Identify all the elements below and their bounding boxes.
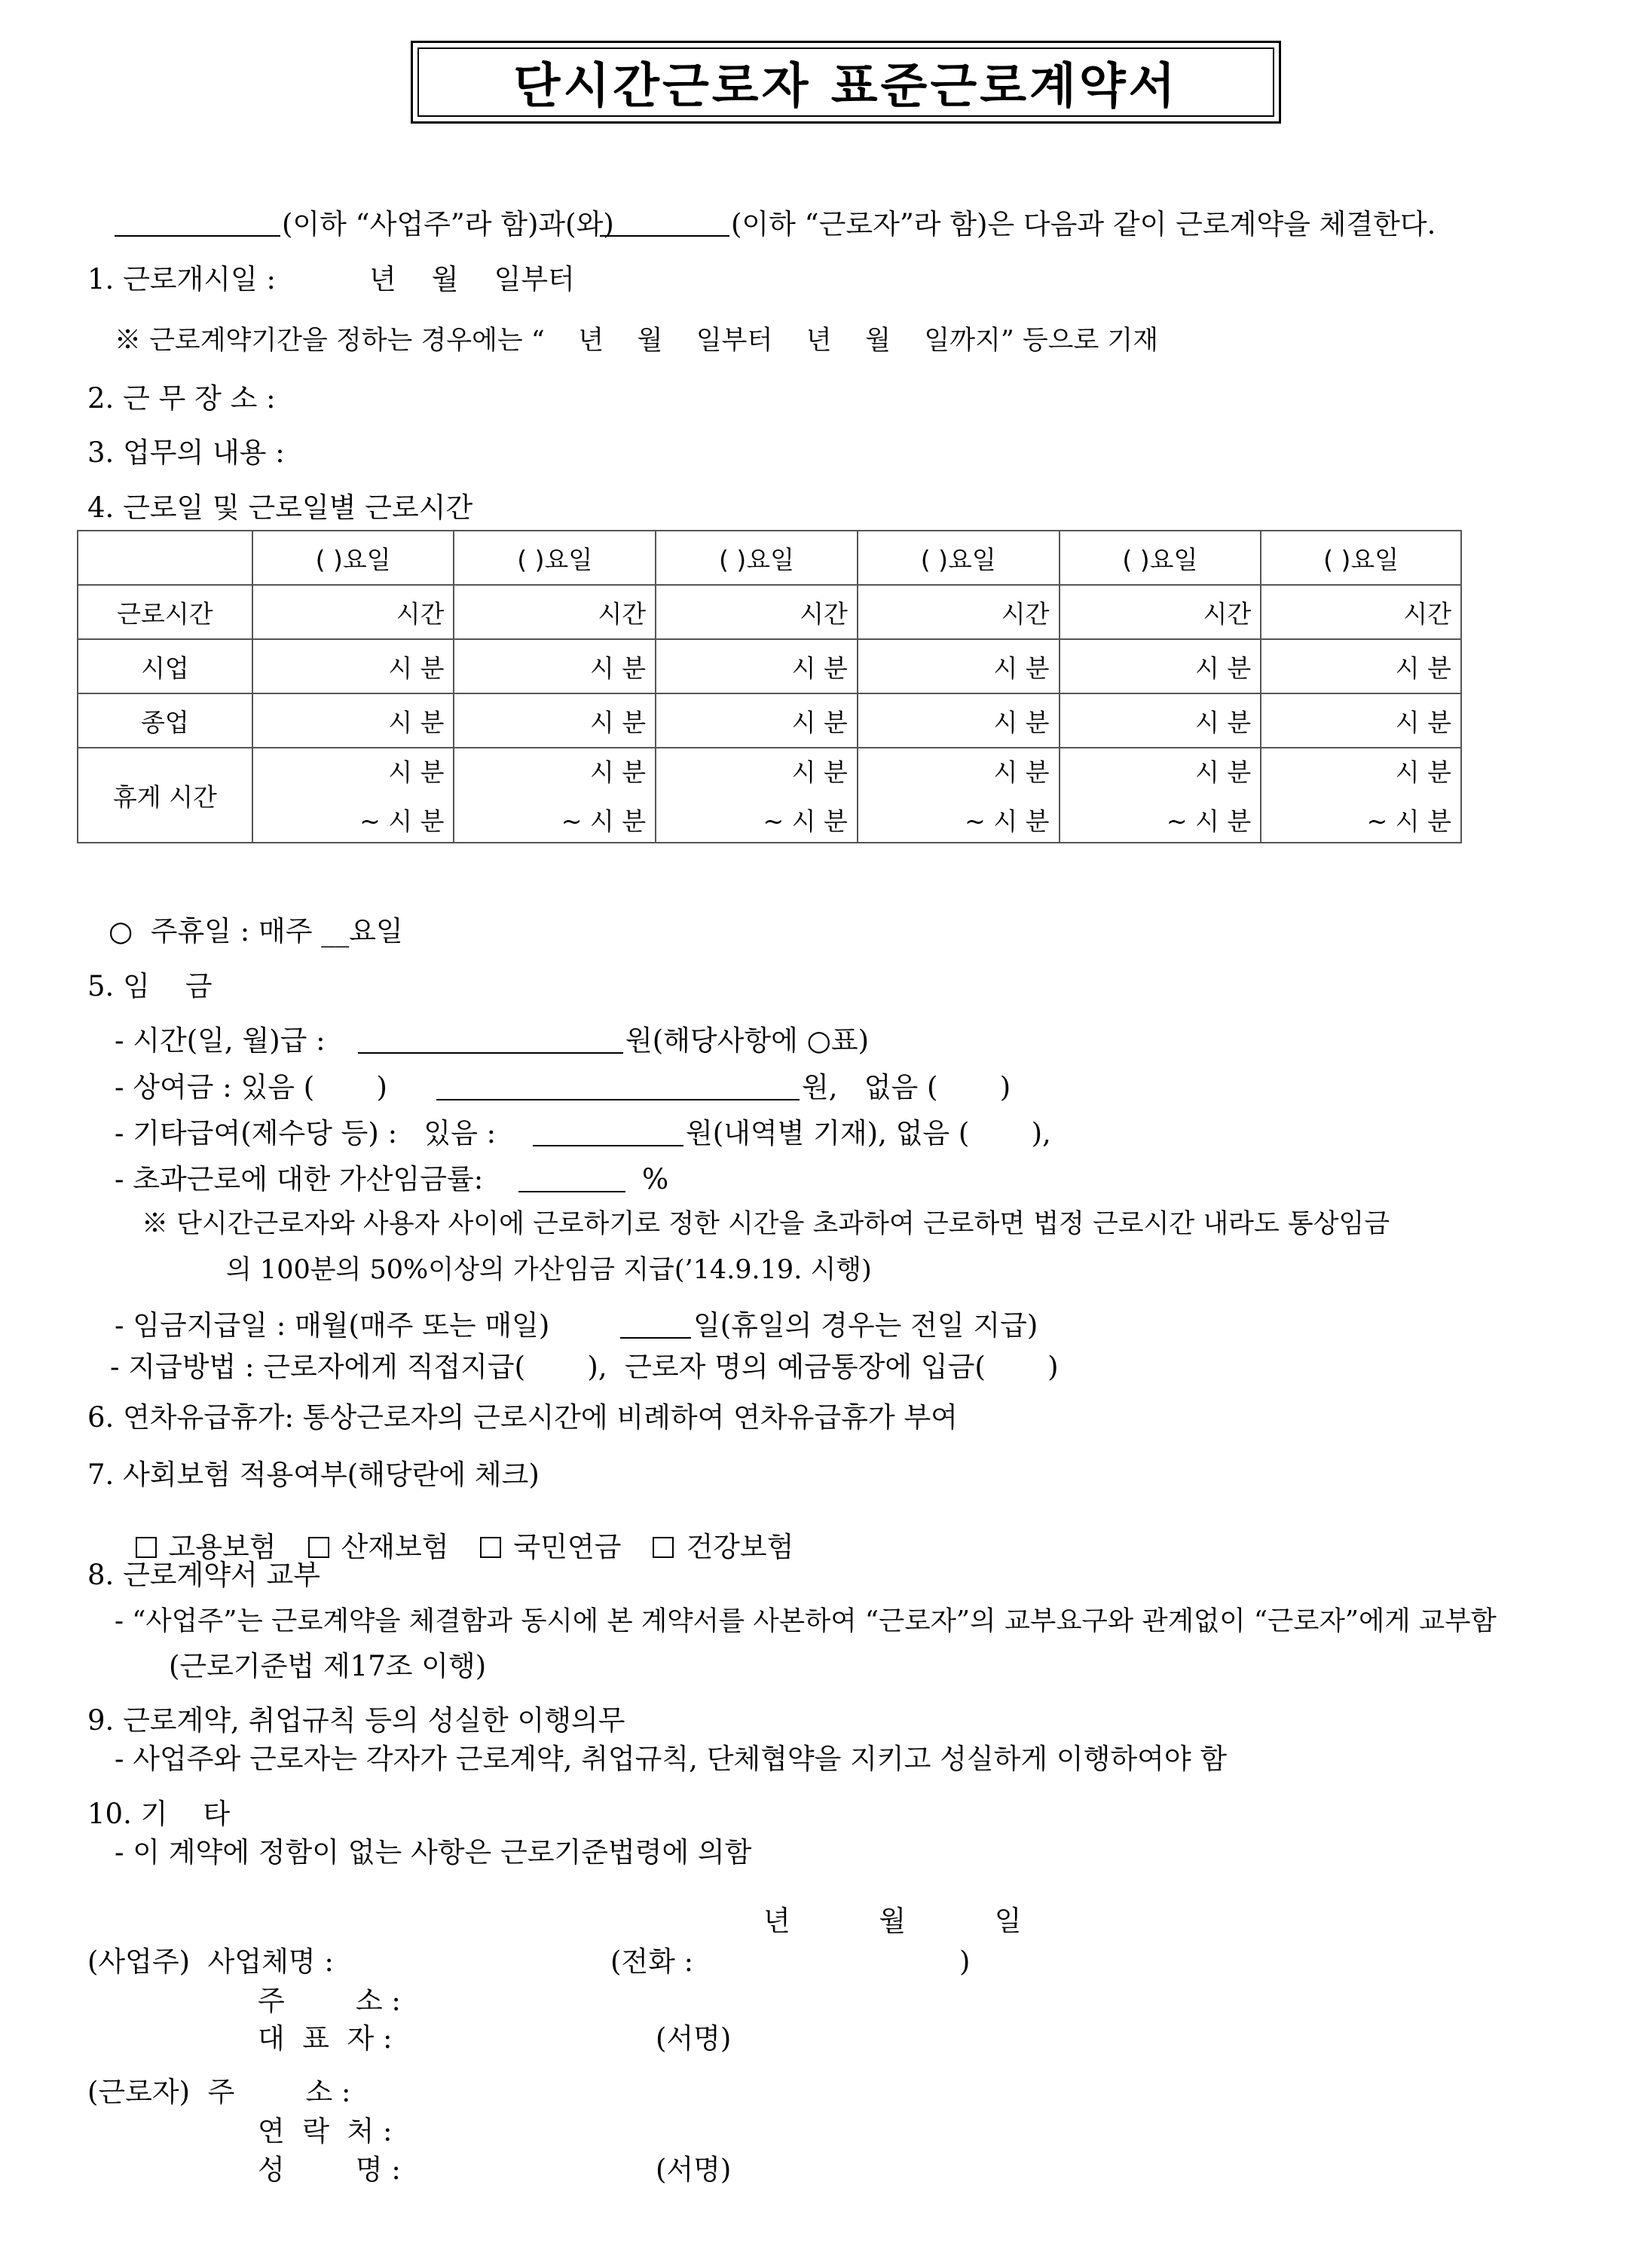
- break-end: ~ 시 분: [561, 807, 647, 836]
- break-time-cell[interactable]: [1060, 748, 1261, 843]
- checkbox-icon[interactable]: [480, 1537, 501, 1558]
- end-time-cell[interactable]: 시 분: [252, 693, 454, 748]
- day-header-cell[interactable]: ( )요일: [454, 531, 656, 585]
- s9-line1: - 사업주와 근로자는 각자가 근로계약, 취업규칙, 단체협약을 지키고 성실하게 이행하여야 함: [115, 1743, 1228, 1775]
- s1-note: ※ 근로계약기간을 정하는 경우에는 “ 년 월 일부터 년 월 일까지” 등으로 기재: [115, 326, 1159, 356]
- insurance-option-employment[interactable]: [136, 1533, 277, 1561]
- worker-signature[interactable]: (서명): [656, 2153, 732, 2186]
- s10-label: 10. 기 타: [87, 1798, 231, 1830]
- day-header-cell[interactable]: ( )요일: [858, 531, 1060, 585]
- s5-note-line1: ※ 단시간근로자와 사용자 사이에 근로하기로 정한 시간을 초과하여 근로하면 법정 근로시간 내라도 통상임금: [142, 1209, 1390, 1239]
- break-time-cell[interactable]: [252, 748, 454, 843]
- s1-label: 1. 근로개시일 :: [87, 263, 276, 295]
- table-row-end: [78, 693, 1461, 748]
- day-header-cell[interactable]: ( )요일: [252, 531, 454, 585]
- s10-line1: - 이 계약에 정함이 없는 사항은 근로기준법령에 의함: [115, 1836, 752, 1869]
- break-end: ~ 시 분: [965, 807, 1050, 836]
- break-end: ~ 시 분: [763, 807, 848, 836]
- s5-other-suffix: 원(내역별 기재), 없음 ( ),: [686, 1117, 1051, 1149]
- table-corner-cell: [78, 531, 252, 585]
- end-time-cell[interactable]: 시 분: [454, 693, 656, 748]
- contract-date: 년 월 일: [763, 1905, 1022, 1937]
- s5-other-label: - 기타급여(제수당 등) : 있음 :: [115, 1117, 497, 1149]
- work-schedule-table: [77, 530, 1462, 843]
- s5-overtime-percent: %: [642, 1163, 669, 1195]
- break-time-cell[interactable]: [1261, 748, 1461, 843]
- hours-cell[interactable]: 시간: [656, 585, 858, 639]
- end-time-cell[interactable]: 시 분: [656, 693, 858, 748]
- document-title-box: [411, 41, 1281, 124]
- checkbox-icon[interactable]: [653, 1537, 674, 1558]
- intro-part1: (이하 “사업주”라 함)과(와): [282, 208, 614, 240]
- table-header-row: [78, 531, 1461, 585]
- break-end: ~ 시 분: [359, 807, 445, 836]
- s2-label: 2. 근 무 장 소 :: [87, 382, 276, 415]
- break-start: 시 분: [388, 758, 445, 787]
- hours-cell[interactable]: 시간: [1261, 585, 1461, 639]
- worker-name-label: 성 명 :: [258, 2153, 401, 2186]
- s5-label: 5. 임 금: [87, 970, 213, 1002]
- day-header-cell[interactable]: ( )요일: [1060, 531, 1261, 585]
- s5-overtime-label: - 초과근로에 대한 가산임금률:: [115, 1163, 484, 1195]
- end-time-cell[interactable]: 시 분: [858, 693, 1060, 748]
- s3-label: 3. 업무의 내용 :: [87, 436, 285, 469]
- option-label: 산재보험: [341, 1531, 449, 1563]
- s5-bonus-label: - 상여금 : 있음 ( ): [115, 1071, 387, 1103]
- insurance-option-pension[interactable]: [480, 1533, 621, 1561]
- break-start: 시 분: [1195, 758, 1252, 787]
- break-end: ~ 시 분: [1166, 807, 1252, 836]
- break-start: 시 분: [791, 758, 848, 787]
- break-end: ~ 시 분: [1366, 807, 1451, 836]
- day-header-cell[interactable]: ( )요일: [656, 531, 858, 585]
- document-title: 단시간근로자 표준근로계약서: [513, 59, 1179, 115]
- row-label-work-hours: 근로시간: [78, 585, 252, 639]
- hours-cell[interactable]: 시간: [252, 585, 454, 639]
- s5-hourly-label: - 시간(일, 월)급 :: [115, 1024, 326, 1057]
- hours-cell[interactable]: 시간: [454, 585, 656, 639]
- payday-blank[interactable]: [620, 1337, 691, 1339]
- intro-part2: (이하 “근로자”라 함)은 다음과 같이 근로계약을 체결한다.: [731, 208, 1436, 240]
- checkbox-icon[interactable]: [308, 1537, 329, 1558]
- s5-hourly-suffix: 원(해당사항에 ○표): [625, 1024, 870, 1057]
- option-label: 국민연금: [513, 1531, 622, 1563]
- start-time-cell[interactable]: 시 분: [1060, 639, 1261, 693]
- break-start: 시 분: [1395, 758, 1451, 787]
- s6-label: 6. 연차유급휴가: 통상근로자의 근로시간에 비례하여 연차유급휴가 부여: [87, 1401, 958, 1434]
- row-label-end: 종업: [78, 693, 252, 748]
- insurance-option-health[interactable]: [653, 1533, 794, 1561]
- employer-phone-label: (전화 : ): [610, 1945, 971, 1978]
- table-row-start: [78, 639, 1461, 693]
- option-label: 건강보험: [686, 1531, 794, 1563]
- end-time-cell[interactable]: 시 분: [1261, 693, 1461, 748]
- row-label-start: 시업: [78, 639, 252, 693]
- start-time-cell[interactable]: 시 분: [252, 639, 454, 693]
- table-row-break: [78, 748, 1461, 843]
- s8-line1: - “사업주”는 근로계약을 체결함과 동시에 본 계약서를 사본하여 “근로자”의 교부요구와 관계없이 “근로자”에게 교부함: [115, 1605, 1497, 1636]
- option-label: 고용보험: [168, 1531, 277, 1563]
- bonus-amount-blank[interactable]: [436, 1099, 800, 1100]
- s5-method: - 지급방법 : 근로자에게 직접지급( ), 근로자 명의 예금통장에 입금( ): [110, 1351, 1059, 1383]
- worker-address-label: (근로자) 주 소 :: [87, 2076, 351, 2108]
- s5-note-line2: 의 100분의 50%이상의 가산임금 지급(’14.9.19. 시행): [226, 1255, 872, 1285]
- hours-cell[interactable]: 시간: [1060, 585, 1261, 639]
- employer-business-name-label: (사업주) 사업체명 :: [87, 1945, 334, 1978]
- employer-address-label: 주 소 :: [258, 1985, 401, 2017]
- start-time-cell[interactable]: 시 분: [1261, 639, 1461, 693]
- break-time-cell[interactable]: [656, 748, 858, 843]
- start-time-cell[interactable]: 시 분: [454, 639, 656, 693]
- worker-contact-label: 연 락 처 :: [258, 2115, 393, 2147]
- start-time-cell[interactable]: 시 분: [656, 639, 858, 693]
- break-start: 시 분: [993, 758, 1050, 787]
- s9-label: 9. 근로계약, 취업규칙 등의 성실한 이행의무: [87, 1704, 625, 1737]
- break-time-cell[interactable]: [454, 748, 656, 843]
- other-pay-blank[interactable]: [533, 1145, 683, 1146]
- employer-representative-label: 대 표 자 :: [258, 2022, 393, 2055]
- s5-payday-suffix: 일(휴일의 경우는 전일 지급): [693, 1309, 1038, 1342]
- s4-label: 4. 근로일 및 근로일별 근로시간: [87, 491, 473, 524]
- start-time-cell[interactable]: 시 분: [858, 639, 1060, 693]
- insurance-option-industrial[interactable]: [308, 1533, 449, 1561]
- document-title-inner-border: [417, 47, 1274, 117]
- s5-bonus-suffix: 원, 없음 ( ): [802, 1071, 1011, 1103]
- break-time-cell[interactable]: [858, 748, 1060, 843]
- employer-name-blank[interactable]: [115, 235, 280, 237]
- employer-signature[interactable]: (서명): [656, 2022, 732, 2055]
- s7-label: 7. 사회보험 적용여부(해당란에 체크): [87, 1458, 540, 1491]
- s8-label: 8. 근로계약서 교부: [87, 1559, 321, 1591]
- worker-name-blank[interactable]: [600, 235, 729, 237]
- insurance-options: [118, 1505, 825, 1563]
- s1-date: 년 월 일부터: [369, 263, 575, 295]
- hours-cell[interactable]: 시간: [858, 585, 1060, 639]
- overtime-rate-blank[interactable]: [518, 1191, 625, 1192]
- break-start: 시 분: [589, 758, 647, 787]
- hourly-wage-blank[interactable]: [358, 1052, 623, 1054]
- day-header-cell[interactable]: ( )요일: [1261, 531, 1461, 585]
- end-time-cell[interactable]: 시 분: [1060, 693, 1261, 748]
- checkbox-icon[interactable]: [136, 1537, 157, 1558]
- row-label-break: 휴게 시간: [78, 748, 252, 843]
- s5-payday-label: - 임금지급일 : 매월(매주 또는 매일): [115, 1309, 550, 1342]
- table-row-work-hours: [78, 585, 1461, 639]
- weekly-holiday: ○ 주휴일 : 매주 __요일: [109, 915, 403, 947]
- s8-line2: (근로기준법 제17조 이행): [169, 1650, 487, 1682]
